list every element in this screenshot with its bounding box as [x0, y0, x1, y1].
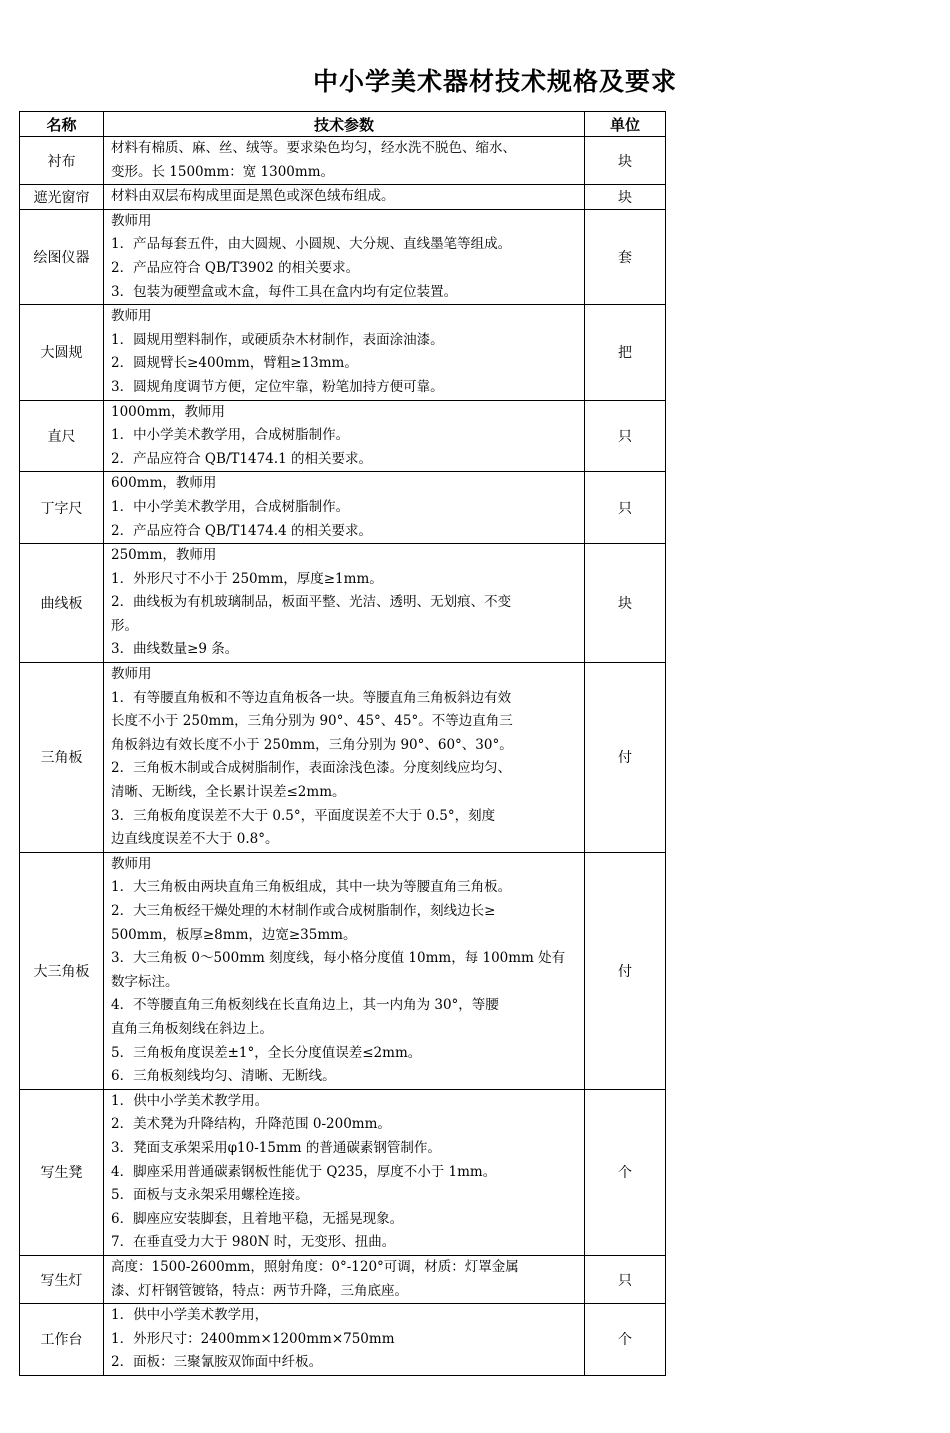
item-params [104, 400, 585, 472]
item-params [104, 1304, 585, 1376]
param-line: 3．凳面支承架采用φ10-15mm 的普通碳素钢管制作。 [111, 1139, 441, 1156]
param-line: 250mm，教师用 [111, 547, 217, 564]
table-row [20, 1255, 666, 1303]
param-line: 直角三角板刻线在斜边上。 [111, 1020, 273, 1037]
param-line: 1．大三角板由两块直角三角板组成，其中一块为等腰直角三角板。 [111, 879, 512, 896]
param-line: 3．圆规角度调节方便，定位牢靠，粉笔加持方便可靠。 [111, 378, 444, 395]
param-line: 2．三角板木制或合成树脂制作，表面涂浅色漆。分度刻线应均匀、 [111, 760, 512, 777]
param-line: 高度：1500-2600mm，照射角度：0°-120°可调，材质：灯罩金属 [111, 1258, 519, 1275]
table-row [20, 185, 666, 210]
item-name: 衬布 [20, 137, 104, 185]
item-params [104, 852, 585, 1089]
item-params [104, 185, 585, 210]
item-params [104, 1089, 585, 1255]
param-line: 3．包装为硬塑盒或木盒，每件工具在盒内均有定位装置。 [111, 283, 458, 300]
table-row [20, 1304, 666, 1376]
param-line: 4．脚座采用普通碳素钢板性能优于 Q235，厚度不小于 1mm。 [111, 1163, 497, 1180]
item-name: 遮光窗帘 [20, 185, 104, 210]
param-line: 1000mm，教师用 [111, 403, 225, 420]
param-line: 1．供中小学美术教学用， [111, 1307, 269, 1324]
item-params [104, 305, 585, 400]
param-line: 1．有等腰直角板和不等边直角板各一块。等腰直角三角板斜边有效 [111, 689, 512, 706]
item-name: 写生灯 [20, 1255, 104, 1303]
item-params [104, 544, 585, 663]
param-line: 2．产品应符合 QB/T1474.4 的相关要求。 [111, 522, 372, 539]
item-name: 工作台 [20, 1304, 104, 1376]
item-params [104, 472, 585, 544]
item-unit: 付 [585, 663, 666, 853]
param-line: 教师用 [111, 666, 152, 683]
param-line: 教师用 [111, 855, 152, 872]
param-line: 1．中小学美术教学用，合成树脂制作。 [111, 427, 350, 444]
param-line: 5．三角板角度误差±1°，全长分度值误差≤2mm。 [111, 1044, 422, 1061]
param-line: 1．中小学美术教学用，合成树脂制作。 [111, 498, 350, 515]
item-unit: 套 [585, 209, 666, 304]
param-line: 500mm，板厚≥8mm，边宽≥35mm。 [111, 926, 357, 943]
table-row [20, 305, 666, 400]
item-name: 丁字尺 [20, 472, 104, 544]
param-line: 变形。长 1500mm：宽 1300mm。 [111, 163, 335, 180]
header-unit: 单位 [585, 112, 666, 137]
param-line: 3．三角板角度误差不大于 0.5°，平面度误差不大于 0.5°，刻度 [111, 807, 496, 824]
item-name: 大三角板 [20, 852, 104, 1089]
table-row [20, 472, 666, 544]
item-unit: 块 [585, 544, 666, 663]
item-unit: 只 [585, 400, 666, 472]
header-name: 名称 [20, 112, 104, 137]
param-line: 1．外形尺寸：2400mm×1200mm×750mm [111, 1330, 395, 1347]
item-name: 曲线板 [20, 544, 104, 663]
param-line: 2．大三角板经干燥处理的木材制作或合成树脂制作，刻线边长≥ [111, 903, 496, 919]
item-name: 绘图仪器 [20, 209, 104, 304]
param-line: 材料有棉质、麻、丝、绒等。要求染色均匀，经水洗不脱色、缩水、 [111, 140, 516, 156]
item-params [104, 137, 585, 185]
param-line: 5．面板与支永架采用螺栓连接。 [111, 1187, 309, 1204]
param-line: 角板斜边有效长度不小于 250mm，三角分别为 90°、60°、30°。 [111, 736, 513, 753]
param-line: 数字标注。 [111, 973, 179, 990]
param-line: 3．曲线数量≥9 条。 [111, 641, 239, 658]
item-params [104, 1255, 585, 1303]
param-line: 教师用 [111, 308, 152, 325]
table-row [20, 852, 666, 1089]
param-line: 4．不等腰直角三角板刻线在长直角边上，其一内角为 30°，等腰 [111, 997, 499, 1014]
header-params: 技术参数 [104, 112, 585, 137]
item-unit: 只 [585, 472, 666, 544]
table-row [20, 663, 666, 853]
param-line: 1．供中小学美术教学用。 [111, 1092, 269, 1109]
param-line: 1．圆规用塑料制作，或硬质杂木材制作，表面涂油漆。 [111, 331, 444, 348]
item-unit: 付 [585, 852, 666, 1089]
param-line: 2．面板：三聚氰胺双饰面中纤板。 [111, 1354, 323, 1371]
param-line: 清晰、无断线，全长累计误差≤2mm。 [111, 784, 346, 801]
page-title: 中小学美术器材技术规格及要求 [312, 67, 677, 96]
spec-table [19, 111, 666, 1376]
table-row [20, 209, 666, 304]
table-row [20, 544, 666, 663]
item-unit: 块 [585, 137, 666, 185]
param-line: 形。 [111, 617, 138, 634]
param-line: 2．曲线板为有机玻璃制品，板面平整、光洁、透明、无划痕、不变 [111, 594, 512, 611]
param-line: 材料由双层布构成里面是黑色或深色绒布组成。 [111, 188, 395, 205]
param-line: 1．产品每套五件，由大圆规、小圆规、大分规、直线墨笔等组成。 [111, 236, 512, 253]
param-line: 6．三角板刻线均匀、清晰、无断线。 [111, 1068, 336, 1085]
item-unit: 个 [585, 1304, 666, 1376]
param-line: 教师用 [111, 212, 152, 229]
item-unit: 个 [585, 1089, 666, 1255]
table-row [20, 137, 666, 185]
item-name: 三角板 [20, 663, 104, 853]
param-line: 7．在垂直受力大于 980N 时，无变形、扭曲。 [111, 1234, 396, 1251]
param-line: 2．产品应符合 QB/T1474.1 的相关要求。 [111, 450, 372, 467]
table-header-row [20, 112, 666, 137]
item-name: 大圆规 [20, 305, 104, 400]
param-line: 2．产品应符合 QB/T3902 的相关要求。 [111, 259, 360, 276]
item-unit: 把 [585, 305, 666, 400]
item-params [104, 209, 585, 304]
param-line: 长度不小于 250mm，三角分别为 90°、45°、45°。不等边直角三 [111, 713, 513, 730]
item-unit: 块 [585, 185, 666, 210]
param-line: 1．外形尺寸不小于 250mm，厚度≥1mm。 [111, 570, 383, 587]
table-row [20, 1089, 666, 1255]
param-line: 边直线度误差不大于 0.8°。 [111, 831, 279, 848]
item-params [104, 663, 585, 853]
item-name: 写生凳 [20, 1089, 104, 1255]
param-line: 漆、灯杆钢管镀铬，特点：两节升降，三角底座。 [111, 1282, 408, 1299]
param-line: 2．美术凳为升降结构，升降范围 0-200mm。 [111, 1116, 391, 1133]
table-row [20, 400, 666, 472]
param-line: 6．脚座应安装脚套，且着地平稳，无摇晃现象。 [111, 1210, 404, 1227]
param-line: 3．大三角板 0～500mm 刻度线，每小格分度值 10mm，每 100mm 处有 [111, 950, 566, 967]
table-body [20, 137, 666, 1376]
item-unit: 只 [585, 1255, 666, 1303]
param-line: 600mm，教师用 [111, 475, 217, 492]
item-name: 直尺 [20, 400, 104, 472]
param-line: 2．圆规臂长≥400mm，臂粗≥13mm。 [111, 355, 358, 372]
